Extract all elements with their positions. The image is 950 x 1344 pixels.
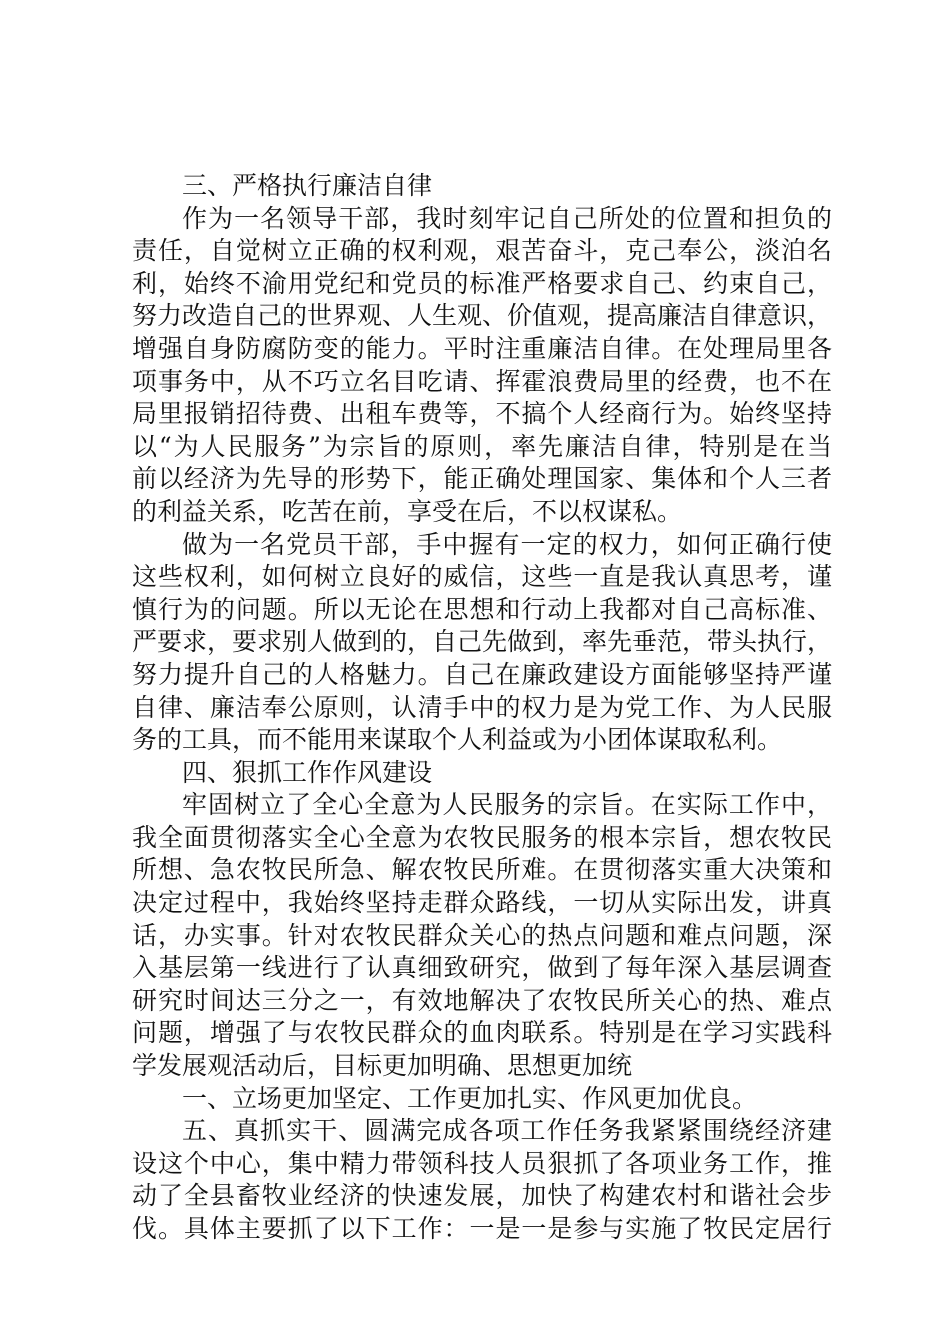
text-line: 五、真抓实干、圆满完成各项工作任务我紧紧围绕经济建 [182, 1116, 832, 1146]
text-line: 努力提升自己的人格魅力。自己在廉政建设方面能够坚持严谨 [132, 659, 832, 689]
text-line: 前以经济为先导的形势下，能正确处理国家、集体和个人三者 [132, 464, 832, 494]
text-line: 努力改造自己的世界观、人生观、价值观，提高廉洁自律意识， [132, 301, 832, 331]
text-line: 一、立场更加坚定、工作更加扎实、作风更加优良。 [182, 1083, 758, 1113]
text-line: 项事务中，从不巧立名目吃请、挥霍浪费局里的经费，也不在 [132, 366, 832, 396]
text-line: 学发展观活动后，目标更加明确、思想更加统 [132, 1051, 633, 1081]
text-line: 严要求，要求别人做到的，自己先做到，率先垂范，带头执行， [132, 627, 832, 657]
text-line: 研究时间达三分之一，有效地解决了农牧民所关心的热、难点 [132, 985, 832, 1015]
text-line: 我全面贯彻落实全心全意为农牧民服务的根本宗旨，想农牧民 [132, 822, 832, 852]
text-line: 利，始终不渝用党纪和党员的标准严格要求自己、约束自己， [132, 268, 832, 298]
text-line: 决定过程中，我始终坚持走群众路线，一切从实际出发，讲真 [132, 888, 832, 918]
section-heading: 四、狠抓工作作风建设 [182, 757, 433, 787]
text-line: 以“为人民服务”为宗旨的原则，率先廉洁自律，特别是在当 [132, 431, 832, 461]
text-line: 问题，增强了与农牧民群众的血肉联系。特别是在学习实践科 [132, 1018, 832, 1048]
text-line: 话，办实事。针对农牧民群众关心的热点问题和难点问题，深 [132, 920, 832, 950]
text-line: 动了全县畜牧业经济的快速发展，加快了构建农村和谐社会步 [132, 1181, 832, 1211]
text-line: 入基层第一线进行了认真细致研究，做到了每年深入基层调查 [132, 953, 832, 983]
text-line: 牢固树立了全心全意为人民服务的宗旨。在实际工作中， [182, 790, 832, 820]
text-line: 务的工具，而不能用来谋取个人利益或为小团体谋取私利。 [132, 725, 783, 755]
text-line: 所想、急农牧民所急、解农牧民所难。在贯彻落实重大决策和 [132, 855, 832, 885]
text-line: 慎行为的问题。所以无论在思想和行动上我都对自己高标准、 [132, 594, 832, 624]
section-heading: 三、严格执行廉洁自律 [182, 171, 433, 200]
text-line: 作为一名领导干部，我时刻牢记自己所处的位置和担负的 [182, 203, 832, 233]
text-line: 伐。具体主要抓了以下工作：一是一是参与实施了牧民定居行 [132, 1214, 832, 1243]
text-line: 做为一名党员干部，手中握有一定的权力，如何正确行使 [182, 529, 832, 559]
text-line: 增强自身防腐防变的能力。平时注重廉洁自律。在处理局里各 [132, 333, 832, 363]
text-line: 局里报销招待费、出租车费等，不搞个人经商行为。始终坚持 [132, 399, 832, 429]
text-line: 的利益关系，吃苦在前，享受在后，不以权谋私。 [132, 496, 683, 526]
text-line: 自律、廉洁奉公原则，认清手中的权力是为党工作、为人民服 [132, 692, 832, 722]
document-page [132, 170, 832, 1246]
text-line: 责任，自觉树立正确的权利观，艰苦奋斗，克己奉公，淡泊名 [132, 236, 832, 266]
text-line: 这些权利，如何树立良好的威信，这些一直是我认真思考，谨 [132, 562, 832, 592]
text-line: 设这个中心，集中精力带领科技人员狠抓了各项业务工作，推 [132, 1148, 832, 1178]
